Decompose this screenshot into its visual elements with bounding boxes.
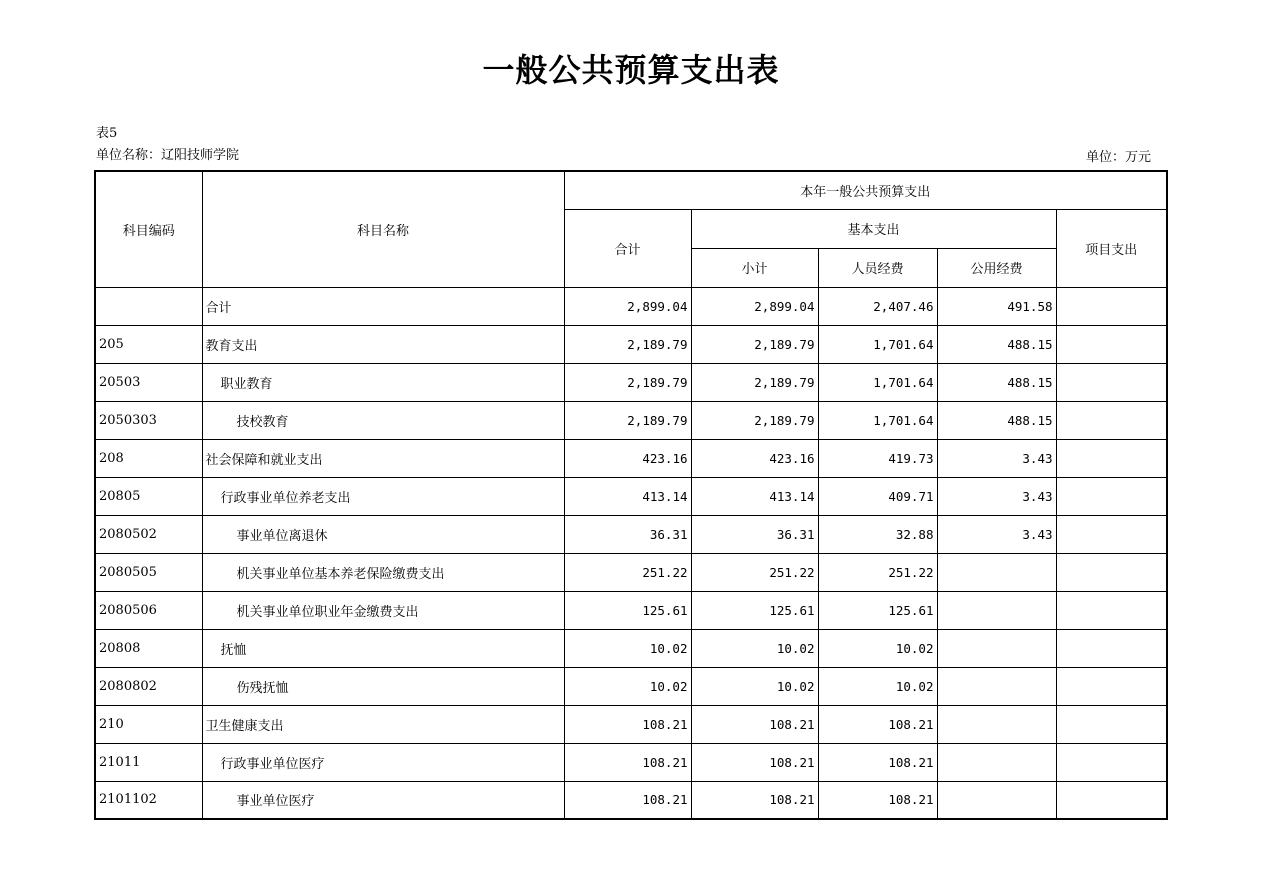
cell-subtotal: 36.31 <box>691 515 818 553</box>
cell-code: 20808 <box>95 629 202 667</box>
cell-project <box>1056 439 1167 477</box>
table-row <box>95 705 1167 743</box>
cell-public: 491.58 <box>937 287 1056 325</box>
table-row <box>95 401 1167 439</box>
cell-code: 2101102 <box>95 781 202 819</box>
cell-name: 行政事业单位养老支出 <box>202 477 564 515</box>
cell-subtotal: 251.22 <box>691 553 818 591</box>
cell-total: 10.02 <box>564 629 691 667</box>
cell-name: 机关事业单位职业年金缴费支出 <box>202 591 564 629</box>
cell-project <box>1056 743 1167 781</box>
cell-project <box>1056 363 1167 401</box>
cell-total: 125.61 <box>564 591 691 629</box>
header-total: 合计 <box>564 209 691 287</box>
cell-personnel: 409.71 <box>818 477 937 515</box>
cell-subtotal: 413.14 <box>691 477 818 515</box>
cell-code: 2080505 <box>95 553 202 591</box>
cell-project <box>1056 325 1167 363</box>
cell-subtotal: 2,189.79 <box>691 363 818 401</box>
cell-project <box>1056 629 1167 667</box>
cell-personnel: 1,701.64 <box>818 401 937 439</box>
cell-subtotal: 108.21 <box>691 705 818 743</box>
table-row <box>95 477 1167 515</box>
table-row <box>95 591 1167 629</box>
page-title: 一般公共预算支出表 <box>482 51 780 89</box>
cell-name: 机关事业单位基本养老保险缴费支出 <box>202 553 564 591</box>
cell-code: 2050303 <box>95 401 202 439</box>
cell-name: 事业单位医疗 <box>202 781 564 819</box>
cell-personnel: 10.02 <box>818 667 937 705</box>
table-row <box>95 325 1167 363</box>
cell-subtotal: 108.21 <box>691 743 818 781</box>
cell-code: 21011 <box>95 743 202 781</box>
cell-project <box>1056 553 1167 591</box>
cell-subtotal: 2,189.79 <box>691 401 818 439</box>
cell-project <box>1056 287 1167 325</box>
cell-public <box>937 705 1056 743</box>
header-subtotal: 小计 <box>691 248 818 287</box>
table-row <box>95 629 1167 667</box>
cell-public: 488.15 <box>937 325 1056 363</box>
unit-label: 单位：万元 <box>1086 150 1152 165</box>
cell-total: 423.16 <box>564 439 691 477</box>
cell-personnel: 2,407.46 <box>818 287 937 325</box>
table-row <box>95 667 1167 705</box>
cell-subtotal: 2,899.04 <box>691 287 818 325</box>
cell-code <box>95 287 202 325</box>
cell-total: 2,899.04 <box>564 287 691 325</box>
cell-name: 抚恤 <box>202 629 564 667</box>
cell-personnel: 10.02 <box>818 629 937 667</box>
cell-total: 2,189.79 <box>564 363 691 401</box>
cell-public: 488.15 <box>937 401 1056 439</box>
table-row <box>95 781 1167 819</box>
cell-total: 2,189.79 <box>564 401 691 439</box>
cell-name: 职业教育 <box>202 363 564 401</box>
header-personnel: 人员经费 <box>818 248 937 287</box>
cell-code: 2080506 <box>95 591 202 629</box>
cell-personnel: 108.21 <box>818 781 937 819</box>
cell-project <box>1056 591 1167 629</box>
table-row <box>95 287 1167 325</box>
cell-project <box>1056 667 1167 705</box>
cell-name: 技校教育 <box>202 401 564 439</box>
cell-subtotal: 423.16 <box>691 439 818 477</box>
cell-public <box>937 781 1056 819</box>
cell-name: 行政事业单位医疗 <box>202 743 564 781</box>
table-row <box>95 439 1167 477</box>
cell-total: 413.14 <box>564 477 691 515</box>
cell-code: 20805 <box>95 477 202 515</box>
cell-name: 事业单位离退休 <box>202 515 564 553</box>
cell-project <box>1056 781 1167 819</box>
table-row <box>95 363 1167 401</box>
unit-name: 单位名称：辽阳技师学院 <box>96 148 240 163</box>
cell-personnel: 1,701.64 <box>818 363 937 401</box>
table-number: 表5 <box>96 126 118 141</box>
cell-total: 108.21 <box>564 743 691 781</box>
header-current-year: 本年一般公共预算支出 <box>564 171 1167 209</box>
cell-code: 20503 <box>95 363 202 401</box>
cell-project <box>1056 515 1167 553</box>
cell-total: 108.21 <box>564 781 691 819</box>
cell-total: 10.02 <box>564 667 691 705</box>
cell-total: 251.22 <box>564 553 691 591</box>
cell-public: 3.43 <box>937 477 1056 515</box>
cell-name: 合计 <box>202 287 564 325</box>
cell-project <box>1056 477 1167 515</box>
cell-name: 伤残抚恤 <box>202 667 564 705</box>
cell-personnel: 125.61 <box>818 591 937 629</box>
cell-code: 2080502 <box>95 515 202 553</box>
cell-code: 205 <box>95 325 202 363</box>
cell-project <box>1056 705 1167 743</box>
cell-personnel: 108.21 <box>818 705 937 743</box>
cell-total: 2,189.79 <box>564 325 691 363</box>
cell-public <box>937 743 1056 781</box>
cell-public <box>937 553 1056 591</box>
cell-subtotal: 10.02 <box>691 629 818 667</box>
header-code: 科目编码 <box>95 171 202 287</box>
cell-public <box>937 591 1056 629</box>
cell-personnel: 32.88 <box>818 515 937 553</box>
cell-subtotal: 10.02 <box>691 667 818 705</box>
cell-subtotal: 125.61 <box>691 591 818 629</box>
table-row <box>95 553 1167 591</box>
table-row <box>95 743 1167 781</box>
cell-name: 教育支出 <box>202 325 564 363</box>
cell-personnel: 251.22 <box>818 553 937 591</box>
cell-subtotal: 108.21 <box>691 781 818 819</box>
header-basic: 基本支出 <box>691 209 1056 248</box>
cell-total: 36.31 <box>564 515 691 553</box>
cell-name: 卫生健康支出 <box>202 705 564 743</box>
cell-total: 108.21 <box>564 705 691 743</box>
cell-public <box>937 629 1056 667</box>
cell-code: 2080802 <box>95 667 202 705</box>
cell-code: 210 <box>95 705 202 743</box>
header-public: 公用经费 <box>937 248 1056 287</box>
cell-public <box>937 667 1056 705</box>
budget-table <box>94 170 1168 820</box>
cell-personnel: 108.21 <box>818 743 937 781</box>
cell-project <box>1056 401 1167 439</box>
cell-subtotal: 2,189.79 <box>691 325 818 363</box>
cell-public: 488.15 <box>937 363 1056 401</box>
cell-public: 3.43 <box>937 515 1056 553</box>
cell-personnel: 1,701.64 <box>818 325 937 363</box>
cell-public: 3.43 <box>937 439 1056 477</box>
table-row <box>95 515 1167 553</box>
cell-code: 208 <box>95 439 202 477</box>
header-project: 项目支出 <box>1056 209 1167 287</box>
header-name: 科目名称 <box>202 171 564 287</box>
cell-name: 社会保障和就业支出 <box>202 439 564 477</box>
cell-personnel: 419.73 <box>818 439 937 477</box>
